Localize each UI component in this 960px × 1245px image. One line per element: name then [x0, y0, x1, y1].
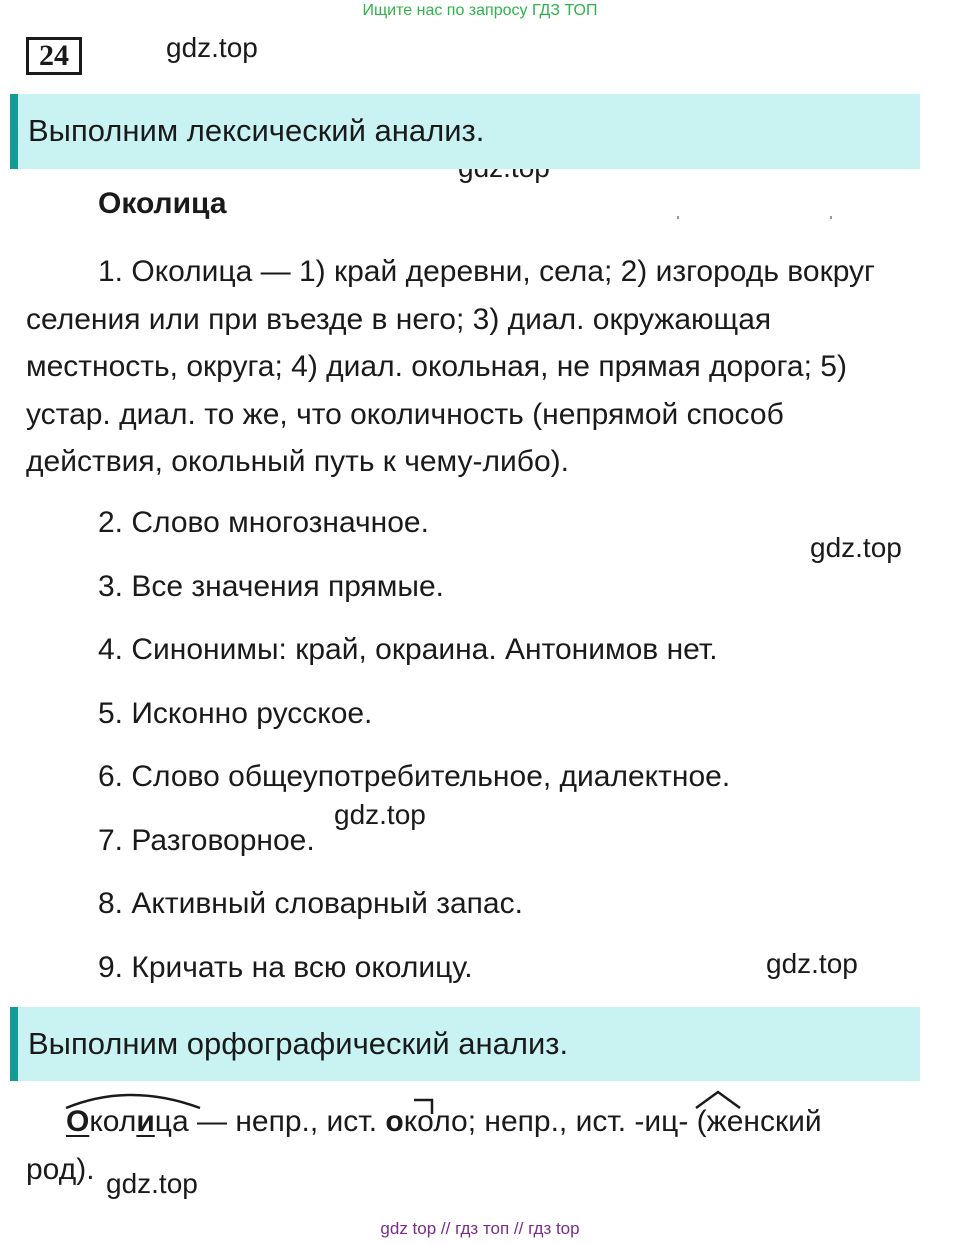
- orthographic-analysis-banner: [10, 1007, 920, 1081]
- list-item: 6. Слово общеупотребительное, диалектное.: [98, 760, 731, 793]
- search-hint: Ищите нас по запросу ГДЗ ТОП: [362, 2, 598, 19]
- watermark: gdz.top: [166, 32, 258, 63]
- task-number: 24: [26, 37, 82, 75]
- orthographic-text: — непр., ист.: [188, 1105, 386, 1138]
- list-item: 8. Активный словарный запас.: [98, 887, 523, 920]
- lexical-analysis-banner: [10, 94, 920, 169]
- watermark: gdz.top: [106, 1168, 198, 1199]
- spelling-o-letter: О: [66, 1105, 90, 1138]
- analyzed-word: Околица: [98, 187, 227, 220]
- watermark: gdz.top: [334, 799, 426, 830]
- orthographic-paragraph: [26, 1098, 950, 1194]
- list-item: 7. Разговорное.: [98, 824, 315, 857]
- word-part: кол: [89, 1105, 137, 1138]
- definition-paragraph: [26, 248, 950, 486]
- orthographic-text: - (женский: [678, 1105, 822, 1138]
- list-item: 4. Синонимы: край, окраина. Антонимов нет.: [98, 633, 718, 666]
- orthographic-text: коло; непр., ист. -: [403, 1105, 645, 1138]
- definition-line: селения или при въезде в него; 3) диал. окружающая: [26, 302, 772, 336]
- list-item: 2. Слово многозначное.: [98, 506, 429, 539]
- orthographic-line: [26, 1098, 950, 1146]
- word-part: ца: [154, 1105, 189, 1138]
- stray-mark: [677, 216, 679, 219]
- orthographic-line: род).: [26, 1153, 95, 1186]
- definition-line: местность, округа; 4) диал. окольная, не прямая дорога; 5): [26, 350, 847, 383]
- definition-line: действия, окольный путь к чему-либо).: [26, 445, 569, 478]
- footer-links: gdz top // гдз топ // гдз top: [380, 1219, 580, 1238]
- definition-line: 1. Околица — 1) край деревни, села; 2) изгородь вокруг: [98, 255, 875, 288]
- lexical-analysis-title: Выполним лексический анализ.: [28, 113, 485, 148]
- list-item: 3. Все значения прямые.: [98, 570, 444, 603]
- definition-line: устар. диал. то же, что околичность (непрямой способ: [26, 397, 784, 431]
- prefix-letter: о: [385, 1105, 404, 1138]
- watermark: gdz.top: [766, 948, 858, 979]
- stray-mark: [830, 216, 832, 219]
- watermark: gdz.top: [810, 532, 902, 563]
- orthographic-analysis-title: Выполним орфографический анализ.: [28, 1026, 569, 1061]
- list-item: 5. Исконно русское.: [98, 697, 373, 730]
- list-item: 9. Кричать на всю околицу.: [98, 951, 473, 984]
- spelling-i-letter: и: [136, 1105, 155, 1138]
- suffix-text: иц: [644, 1105, 679, 1138]
